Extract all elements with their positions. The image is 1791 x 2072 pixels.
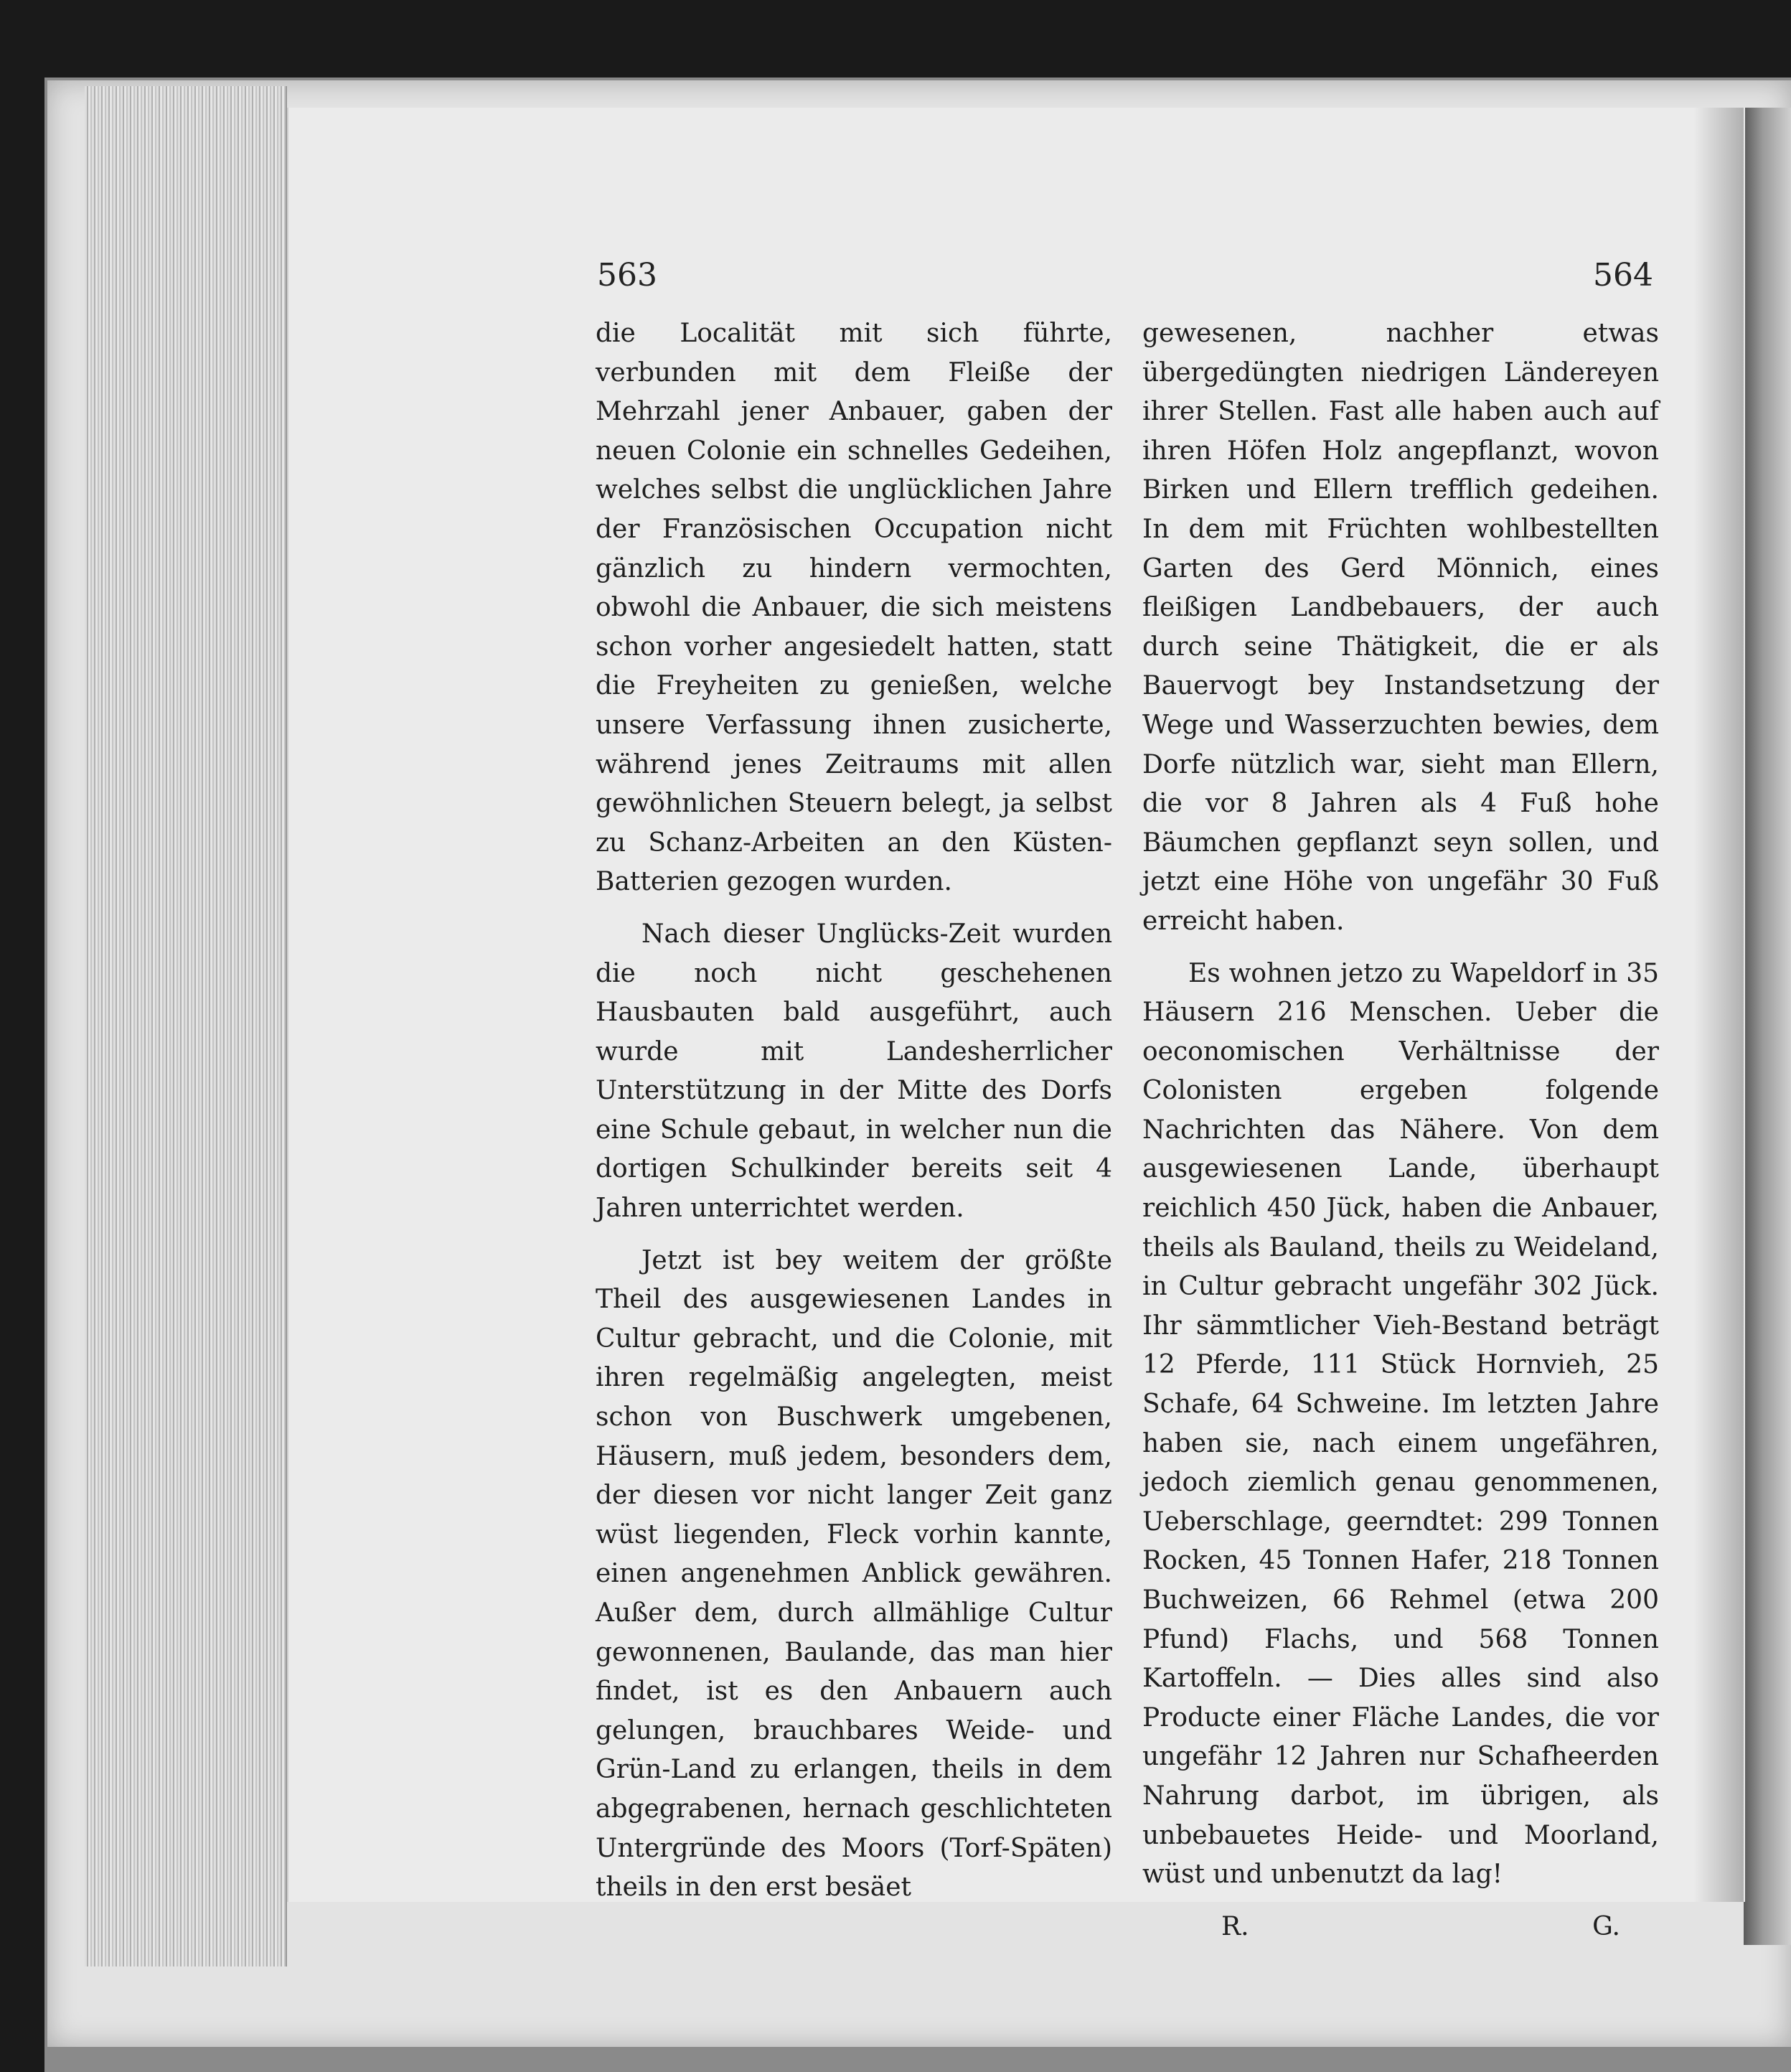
- paragraph: Jetzt ist bey weitem der größte Theil des ausgewiesenen Landes in Cultur gebracht, und die Colonie, mit ihren regelmäßig angelegten, meist schon von Buschwerk umgebenen, Häusern, muß jedem, besonders dem, der diesen vor nicht langer Zeit ganz wüst liegenden, Fleck vorhin kannte, einen angenehmen Anblick gewähren. Außer dem, durch allmählige Cultur gewonnenen, Baulande, das man hier findet, ist es den Anbauern auch gelungen, brauchbares Weide- und Grün-Land zu erlangen, theils in dem abgegrabenen, hernach geschlichteten Untergründe des Moors (Torf-Späten) theils in den erst besäet: [596, 1245, 1112, 1903]
- signature-left: R.: [1221, 1911, 1249, 1941]
- left-column: [596, 314, 1112, 1921]
- paragraph: die Localität mit sich führte, verbunden mit dem Fleiße der Mehrzahl jener Anbauer, gaben der neuen Colonie ein schnelles Gedeihen, welches selbst die unglücklichen Jahre der Französischen Occupation nicht gänzlich zu hindern vermochten, obwohl die Anbauer, die sich meistens schon vorher angesiedelt hatten, statt die Freyheiten zu genießen, welche unsere Verfassung ihnen zusicherte, während jenes Zeitraums mit allen gewöhnlichen Steuern belegt, ja selbst zu Schanz-Arbeiten an den Küsten-Batterien gezogen wurden.: [596, 319, 1112, 897]
- signature-right: G.: [1592, 1911, 1620, 1941]
- page-number-right: 564: [1593, 257, 1653, 294]
- gutter-shadow: [1693, 108, 1744, 1902]
- page-number-left: 563: [597, 257, 657, 294]
- next-leaf-edge: [1744, 108, 1791, 1945]
- paragraph: Nach dieser Unglücks-Zeit wurden die noch nicht geschehenen Hausbauten bald ausgeführt, auch wurde mit Landesherrlicher Unterstützung in der Mitte des Dorfs eine Schule gebaut, in welcher nun die dortigen Schulkinder bereits seit 4 Jahren unterrichtet werden.: [596, 919, 1112, 1224]
- fore-edge-pages: [85, 86, 287, 1966]
- right-column: [1142, 314, 1659, 1946]
- paragraph: Es wohnen jetzo zu Wapeldorf in 35 Häusern 216 Menschen. Ueber die oeconomischen Verhältnisse der Colonisten ergeben folgende Nachrichten das Nähere. Von dem ausgewiesenen Lande, überhaupt reichlich 450 Jück, haben die Anbauer, theils als Bauland, theils zu Weideland, in Cultur gebracht ungefähr 302 Jück. Ihr sämmtlicher Vieh-Bestand beträgt 12 Pferde, 111 Stück Hornvieh, 25 Schafe, 64 Schweine. Im letzten Jahre haben sie, nach einem ungefähren, jedoch ziemlich genau genommenen, Ueberschlage, geerndtet: 299 Tonnen Rocken, 45 Tonnen Hafer, 218 Tonnen Buchweizen, 66 Rehmel (etwa 200 Pfund) Flachs, und 568 Tonnen Kartoffeln. — Dies alles sind also Producte einer Fläche Landes, die vor ungefähr 12 Jahren nur Schafheerden Nahrung darbot, im übrigen, als unbebauetes Heide- und Moorland, wüst und unbenutzt da lag!: [1142, 958, 1659, 1890]
- paragraph: gewesenen, nachher etwas übergedüngten niedrigen Ländereyen ihrer Stellen. Fast alle haben auch auf ihren Höfen Holz angepflanzt, wovon Birken und Ellern trefflich gedeihen. In dem mit Früchten wohlbestellten Garten des Gerd Mönnich, eines fleißigen Landbebauers, der auch durch seine Thätigkeit, die er als Bauervogt bey Instandsetzung der Wege und Wasserzuchten bewies, dem Dorfe nützlich war, sieht man Ellern, die vor 8 Jahren als 4 Fuß hohe Bäumchen gepflanzt seyn sollen, und jetzt eine Höhe von ungefähr 30 Fuß erreicht haben.: [1142, 319, 1659, 936]
- signature: [1142, 1908, 1659, 1947]
